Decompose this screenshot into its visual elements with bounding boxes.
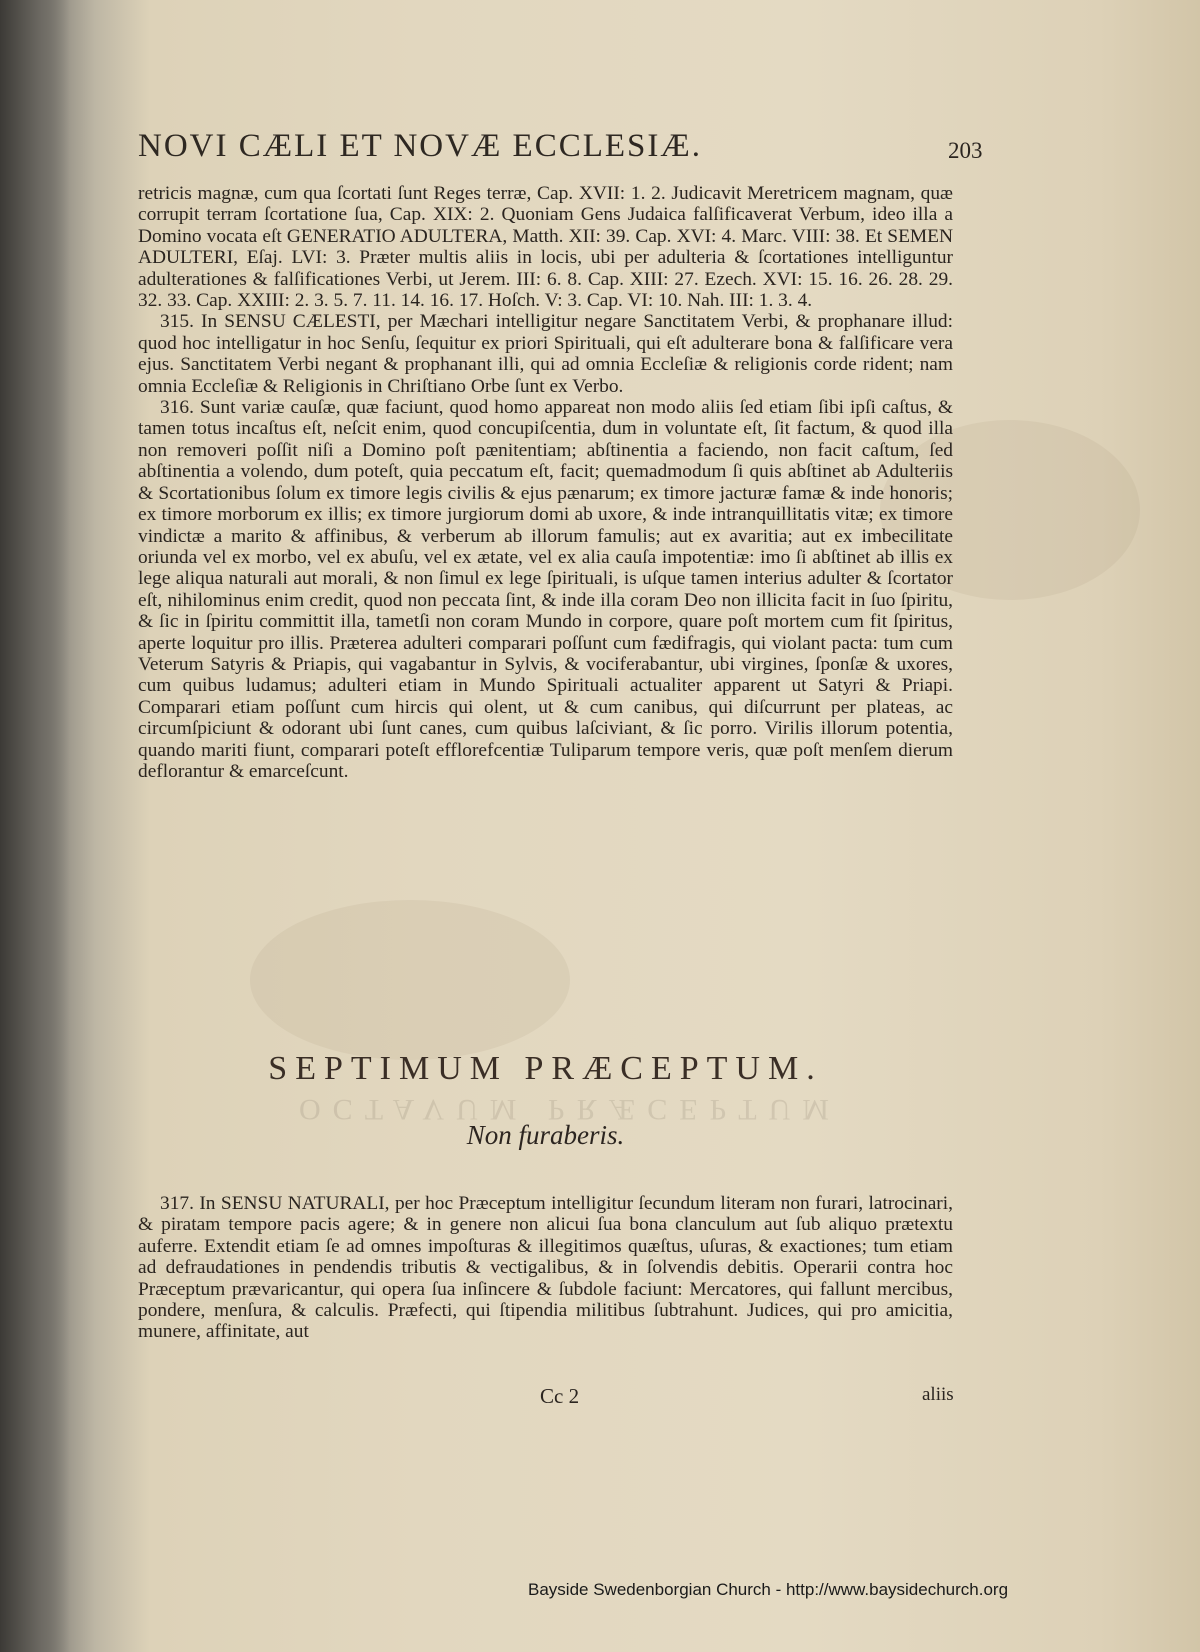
website-watermark: Bayside Swedenborgian Church - http://www.baysidechurch.org xyxy=(528,1580,1009,1599)
paragraph-continued: retricis magnæ, cum qua ſcortati ſunt Reges terræ, Cap. XVII: 1. 2. Judicavit Meretricem magnam, quæ corrupit terram ſcortatione ſua, Cap. XIX: 2. Quoniam Gens Judaica falſificaverat Verbum, ideo illa a Domino vocata eſt GENERATIO ADULTERA, Matth. XII: 39. Cap. XVI: 4. Marc. VIII: 38. Et SEMEN ADULTERI, Eſaj. LVI: 3. Præter multis aliis in locis, ubi per adulteria & ſcortationes intelliguntur adulterationes & falſificationes Verbi, ut Jerem. III: 6. 8. Cap. XIII: 27. Ezech. XVI: 15. 16. 26. 28. 29. 32. 33. Cap. XXIII: 2. 3. 5. 7. 11. 14. 16. 17. Hoſch. V: 3. Cap. VI: 10. Nah. III: 1. 3. 4. xyxy=(138,183,953,312)
catchword: aliis xyxy=(922,1384,954,1405)
paragraph-317: 317. In SENSU NATURALI, per hoc Præceptum intelligitur ſecundum literam non furari, latrocinari, & piratam tempore pacis agere; & in genere non alicui ſua bona clanculum aut ſub aliquo prætextu auferre. Extendit etiam ſe ad omnes impoſturas & illegitimos quæſtus, uſuras, & exactiones; tum etiam ad defraudationes in pendendis tributis & vectigalibus, & in ſolvendis debitis. Operarii contra hoc Præceptum prævaricantur, qui opera ſua inſincere & ſubdole faciunt: Mercatores, qui fallunt mercibus, pondere, menſura, & calculis. Præfecti, qui ſtipendia militibus ſubtrahunt. Judices, qui pro amicitia, munere, affinitate, aut xyxy=(138,1193,953,1343)
section-subtitle: Non furaberis. xyxy=(466,1120,625,1150)
book-spine-shadow xyxy=(0,0,70,1652)
page-header xyxy=(138,128,983,165)
page-number: 203 xyxy=(948,138,983,163)
text-block-upper xyxy=(138,183,953,782)
bleed-through-text: OCTAVUM PRÆCEPTUM xyxy=(299,1093,841,1126)
paper-stain xyxy=(250,900,570,1060)
section-title: SEPTIMUM PRÆCEPTUM. xyxy=(268,1050,823,1087)
paragraph-315: 315. In SENSU CÆLESTI, per Mæchari intelligitur negare Sanctitatem Verbi, & prophanare illud: quod hoc intelligatur in hoc Senſu, ſequitur ex priori Spirituali, qui eſt adulterare bona & falſificare vera ejus. Sanctitatem Verbi negant & prophanant illi, qui ad omnia Eccleſiæ & religionis corde rident; nam omnia Eccleſiæ & Religionis in Chriſtiano Orbe ſunt ex Verbo. xyxy=(138,311,953,397)
running-head: NOVI CÆLI ET NOVÆ ECCLESIÆ. xyxy=(138,128,702,164)
text-block-lower xyxy=(138,1193,953,1343)
paragraph-316: 316. Sunt variæ cauſæ, quæ faciunt, quod homo appareat non modo aliis ſed etiam ſibi ipſi caſtus, & tamen totus incaſtus eſt, neſcit enim, quod concupiſcentia, dum in voluntate eſt, ſit factum, & quod illa non removeri poſſit niſi a Domino poſt pænitentiam; abſtinentia a faciendo, non facit caſtum, ſed abſtinentia a volendo, dum poteſt, quia peccatum eſt, facit; quemadmodum ſi quis abſtinet ab Adulteriis & Scortationibus ſolum ex timore legis civilis & ejus pænarum; ex timore jacturæ famæ & inde honoris; ex timore morborum ex illis; ex timore jurgiorum domi ab uxore, & inde intranquillitatis vitæ; ex timore vindictæ a marito & affinibus, & verberum ab illorum famulis; aut ex avaritia; aut ex imbecilitate oriunda vel ex morbo, vel ex abuſu, vel ex ætate, vel ex alia cauſa impotentiæ: imo ſi abſtinet ab illis ex lege aliqua naturali aut morali, & non ſimul ex lege ſpirituali, is uſque tamen interius adulter & ſcortator eſt, nihilominus enim credit, quod non peccata ſint, & inde illa coram Deo non illicita facit in ſuo ſpiritu, & ſic in ſpiritu committit illa, tametſi non coram Mundo in corpore, quare poſt mortem cum fit ſpiritus, aperte loquitur pro illis. Præterea adulteri comparari poſſunt cum fædifragis, qui violant pacta: tum cum Veterum Satyris & Priapis, qui vagabantur in Sylvis, & vociferabantur, ubi virgines, ſponſæ & uxores, cum quibus ludamus; adulteri etiam in Mundo Spirituali actualiter apparent ut Satyri & Priapi. Comparari etiam poſſunt cum hircis qui olent, ut & cum canibus, qui diſcurrunt per plateas, ac circumſpiciunt & odorant ubi ſunt canes, cum quibus laſciviant, & ſic porro. Virilis illorum potentia, quando mariti fiunt, comparari poteſt efflorefcentiæ Tuliparum tempore veris, quæ poſt menſem dierum deflorantur & emarceſcunt. xyxy=(138,397,953,782)
signature-mark: Cc 2 xyxy=(540,1384,580,1408)
